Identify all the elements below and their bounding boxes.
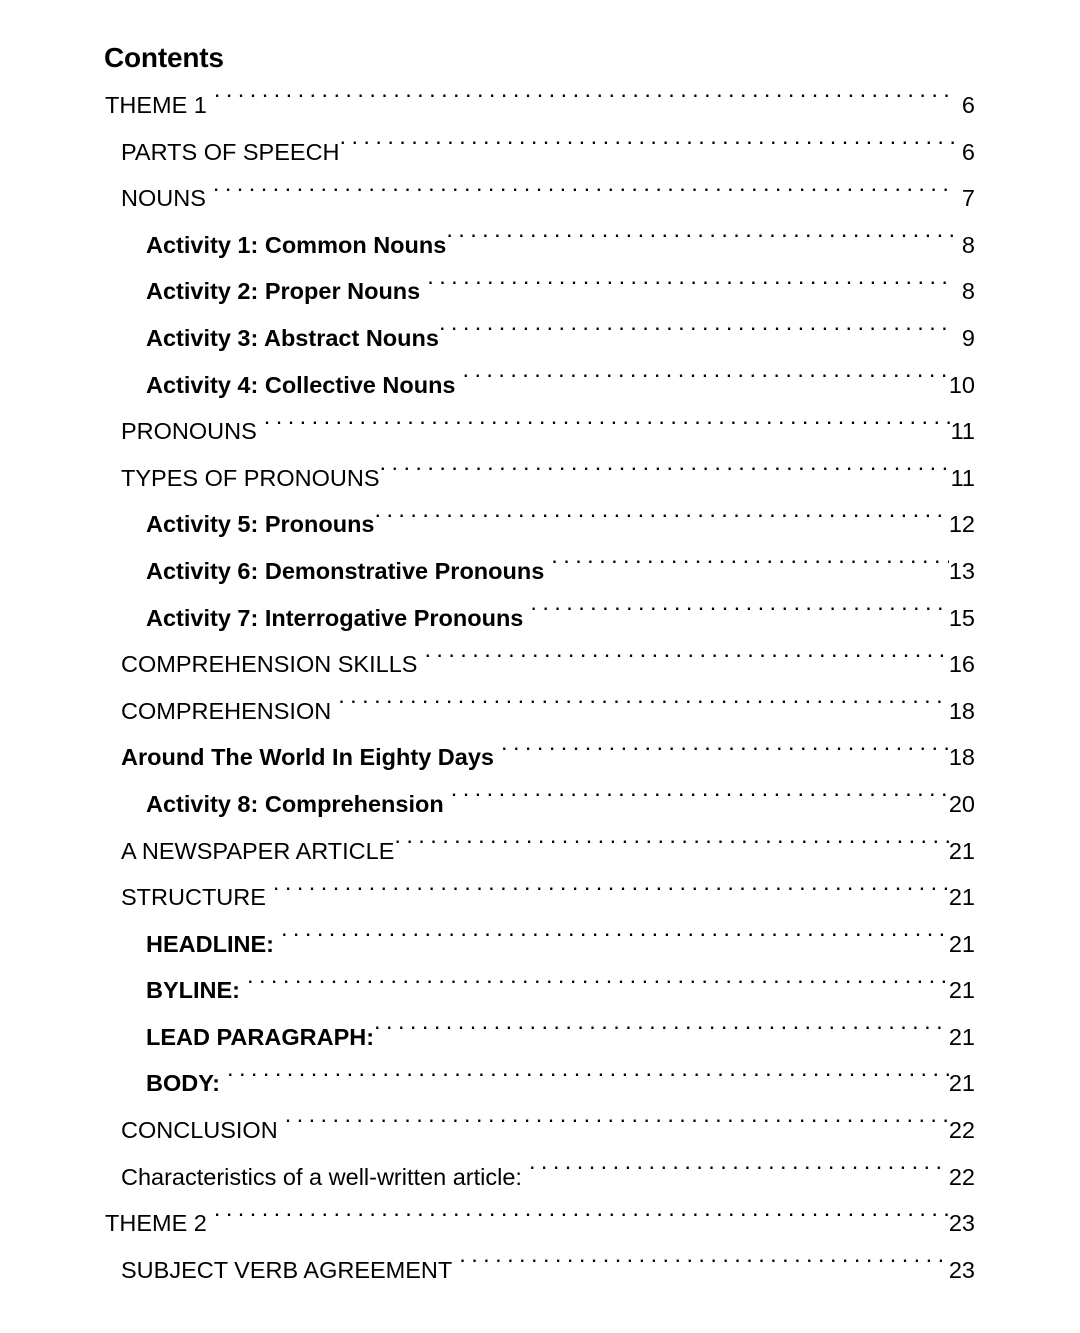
toc-entry[interactable] xyxy=(0,362,1080,409)
toc-entry[interactable] xyxy=(0,967,1080,1014)
dot-leader xyxy=(214,90,955,114)
toc-entry[interactable] xyxy=(0,501,1080,548)
toc-entry-page-number: 12 xyxy=(948,511,975,538)
toc-entry-page-number: 18 xyxy=(948,697,975,724)
toc-entry[interactable] xyxy=(0,1154,1080,1201)
toc-entry-label: HEADLINE: xyxy=(146,930,274,957)
toc-entry-label: BYLINE: xyxy=(146,977,240,1004)
toc-entry[interactable] xyxy=(0,82,1080,129)
dot-leader xyxy=(451,788,949,812)
toc-entry-page-number: 21 xyxy=(948,837,975,864)
toc-entry-page-number: 18 xyxy=(948,744,975,771)
table-of-contents-list xyxy=(0,82,1080,1293)
toc-entry-label: PARTS OF SPEECH xyxy=(121,138,340,165)
dot-leader xyxy=(530,602,948,626)
dot-leader xyxy=(551,555,949,579)
toc-entry-label: PRONOUNS xyxy=(121,418,257,445)
toc-entry-page-number: 20 xyxy=(948,790,975,817)
toc-entry-label: NOUNS xyxy=(121,185,206,212)
toc-entry-label: Activity 5: Pronouns xyxy=(146,511,375,538)
toc-entry-page-number: 11 xyxy=(950,464,975,491)
toc-entry[interactable] xyxy=(0,548,1080,595)
dot-leader xyxy=(459,1254,949,1278)
dot-leader xyxy=(427,276,955,300)
toc-entry-label: Activity 6: Demonstrative Pronouns xyxy=(146,557,545,584)
dot-leader xyxy=(214,1208,949,1232)
toc-entry-page-number: 21 xyxy=(948,1070,975,1097)
toc-entry-page-number: 22 xyxy=(948,1117,975,1144)
toc-entry[interactable] xyxy=(0,268,1080,315)
toc-entry-label: Characteristics of a well-written article: xyxy=(121,1163,522,1190)
dot-leader xyxy=(338,695,949,719)
toc-entry[interactable] xyxy=(0,641,1080,688)
toc-entry-page-number: 9 xyxy=(961,324,975,351)
dot-leader xyxy=(439,322,955,346)
toc-entry-label: TYPES OF PRONOUNS xyxy=(121,464,380,491)
dot-leader xyxy=(247,975,949,999)
toc-entry-label: Activity 1: Common Nouns xyxy=(146,231,447,258)
toc-entry-label: SUBJECT VERB AGREEMENT xyxy=(121,1256,453,1283)
toc-entry-label: THEME 1 xyxy=(105,92,207,118)
dot-leader xyxy=(463,369,949,393)
toc-entry[interactable] xyxy=(0,921,1080,968)
toc-entry-page-number: 6 xyxy=(961,92,975,118)
toc-entry-page-number: 10 xyxy=(948,371,975,398)
toc-entry-page-number: 21 xyxy=(948,930,975,957)
toc-entry-label: Activity 2: Proper Nouns xyxy=(146,278,421,305)
dot-leader xyxy=(394,835,948,859)
toc-entry[interactable] xyxy=(0,688,1080,735)
toc-entry-label: Activity 4: Collective Nouns xyxy=(146,371,456,398)
toc-entry-label: Activity 8: Comprehension xyxy=(146,790,444,817)
dot-leader xyxy=(446,229,955,253)
toc-entry-page-number: 7 xyxy=(961,185,975,212)
toc-entry-label: THEME 2 xyxy=(105,1210,207,1237)
toc-entry-page-number: 23 xyxy=(948,1256,975,1283)
dot-leader xyxy=(380,462,951,486)
toc-entry[interactable] xyxy=(0,1247,1080,1294)
toc-entry[interactable] xyxy=(0,408,1080,455)
toc-entry[interactable] xyxy=(0,129,1080,176)
toc-entry[interactable] xyxy=(0,1107,1080,1154)
dot-leader xyxy=(281,928,949,952)
dot-leader xyxy=(424,649,948,673)
toc-entry[interactable] xyxy=(0,734,1080,781)
toc-entry-label: LEAD PARAGRAPH: xyxy=(146,1023,375,1050)
dot-leader xyxy=(285,1115,949,1139)
dot-leader xyxy=(375,509,949,533)
toc-entry-page-number: 15 xyxy=(948,604,975,631)
toc-entry-page-number: 8 xyxy=(961,278,975,305)
dot-leader xyxy=(340,136,955,160)
toc-entry-label: COMPREHENSION xyxy=(121,697,332,724)
toc-entry-page-number: 13 xyxy=(948,557,975,584)
toc-entry-label: COMPREHENSION SKILLS xyxy=(121,651,418,678)
toc-entry[interactable] xyxy=(0,175,1080,222)
dot-leader xyxy=(374,1021,949,1045)
dot-leader xyxy=(273,882,949,906)
toc-entry-label: BODY: xyxy=(146,1070,220,1097)
toc-entry-page-number: 6 xyxy=(961,138,975,165)
toc-entry-page-number: 21 xyxy=(948,884,975,911)
toc-entry[interactable] xyxy=(0,874,1080,921)
toc-entry-page-number: 8 xyxy=(961,231,975,258)
toc-entry[interactable] xyxy=(0,455,1080,502)
toc-entry-page-number: 21 xyxy=(948,977,975,1004)
toc-entry-page-number: 23 xyxy=(948,1210,975,1237)
toc-entry-page-number: 21 xyxy=(948,1023,975,1050)
toc-entry-label: STRUCTURE xyxy=(121,884,266,911)
toc-entry[interactable] xyxy=(0,828,1080,875)
toc-entry-page-number: 11 xyxy=(950,418,975,445)
page-title: Contents xyxy=(104,42,224,73)
dot-leader xyxy=(227,1068,949,1092)
dot-leader xyxy=(213,183,955,207)
toc-entry[interactable] xyxy=(0,1060,1080,1107)
toc-entry[interactable] xyxy=(0,595,1080,642)
dot-leader xyxy=(501,742,949,766)
toc-entry-label: CONCLUSION xyxy=(121,1117,278,1144)
toc-entry[interactable] xyxy=(0,222,1080,269)
toc-entry[interactable] xyxy=(0,315,1080,362)
toc-entry-label: Around The World In Eighty Days xyxy=(121,744,494,771)
toc-entry[interactable] xyxy=(0,1200,1080,1247)
toc-entry-label: Activity 7: Interrogative Pronouns xyxy=(146,604,524,631)
toc-entry-page-number: 22 xyxy=(948,1163,975,1190)
toc-entry[interactable] xyxy=(0,781,1080,828)
toc-entry-label: A NEWSPAPER ARTICLE xyxy=(121,837,395,864)
toc-entry-label: Activity 3: Abstract Nouns xyxy=(146,324,439,351)
dot-leader xyxy=(264,416,951,440)
toc-entry[interactable] xyxy=(0,1014,1080,1061)
toc-entry-page-number: 16 xyxy=(948,651,975,678)
dot-leader xyxy=(529,1161,949,1185)
